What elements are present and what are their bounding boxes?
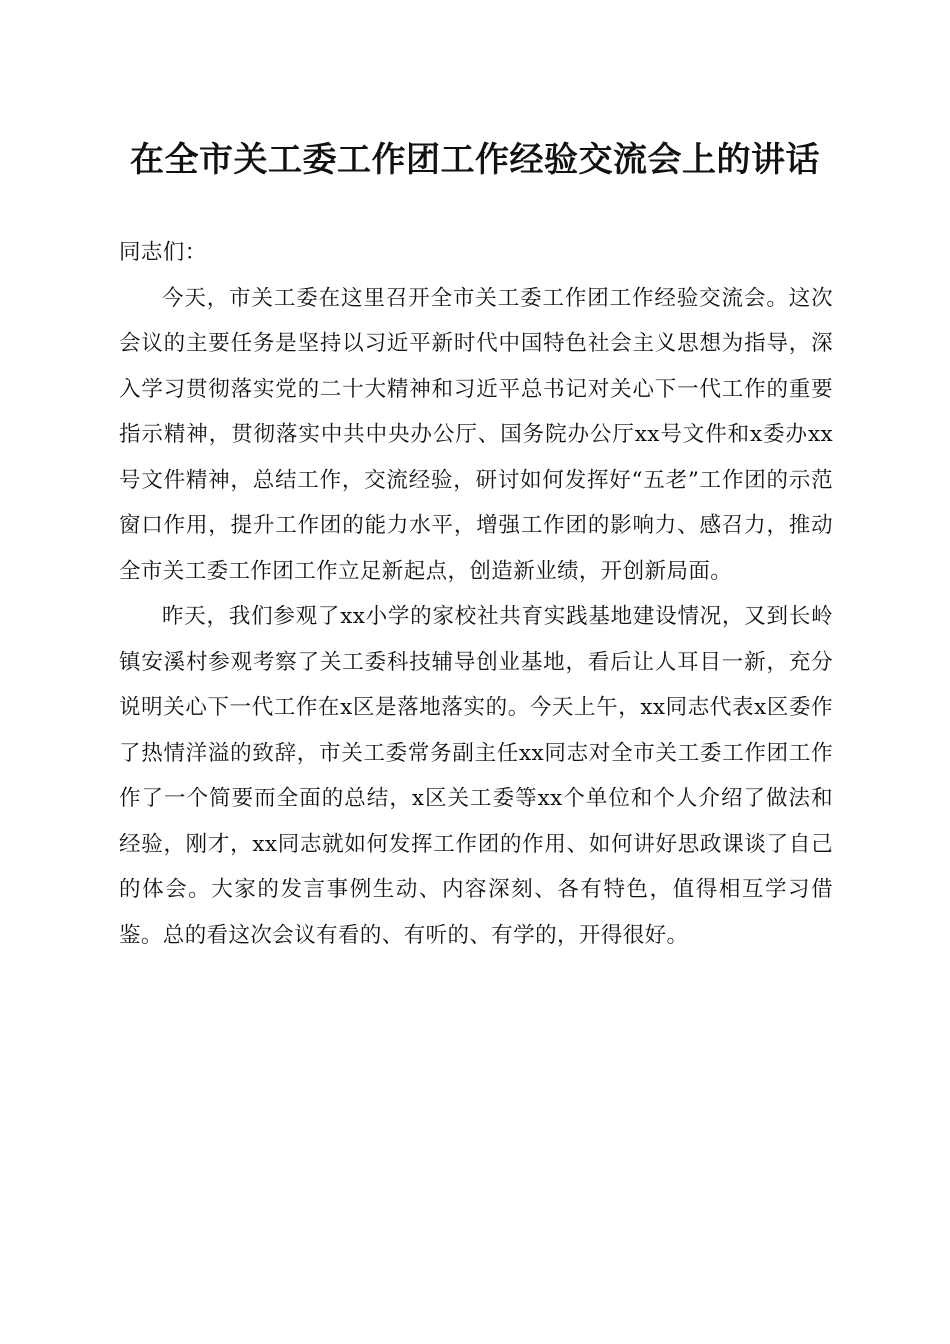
paragraph-yesterday-visit: 昨天，我们参观了xx小学的家校社共育实践基地建设情况，又到长岭镇安溪村参观考察了关工委科技辅导创业基地，看后让人耳目一新，充分说明关心下一代工作在x区是落地落实的。今天上午，xx同志代表x区委作了热情洋溢的致辞，市关工委常务副主任xx同志对全市关工委工作团工作作了一个简要而全面的总结，x区关工委等xx个单位和个人介绍了做法和经验，刚才，xx同志就如何发挥工作团的作用、如何讲好思政课谈了自己的体会。大家的发言事例生动、内容深刻、各有特色，值得相互学习借鉴。总的看这次会议有看的、有听的、有学的，开得很好。: [119, 604, 833, 948]
salutation: 同志们：: [119, 240, 207, 265]
paragraph-opening: 今天，市关工委在这里召开全市关工委工作团工作经验交流会。这次会议的主要任务是坚持以习近平新时代中国特色社会主义思想为指导，深入学习贯彻落实党的二十大精神和习近平总书记对关心下一代工作的重要指示精神，贯彻落实中共中央办公厅、国务院办公厅xx号文件和x委办xx号文件精神，总结工作，交流经验，研讨如何发挥好“五老”工作团的示范窗口作用，提升工作团的能力水平，增强工作团的影响力、感召力，推动全市关工委工作团工作立足新起点，创造新业绩，开创新局面。: [119, 285, 833, 584]
document-title: 在全市关工委工作团工作经验交流会上的讲话: [130, 140, 820, 180]
document-body: [119, 230, 833, 958]
